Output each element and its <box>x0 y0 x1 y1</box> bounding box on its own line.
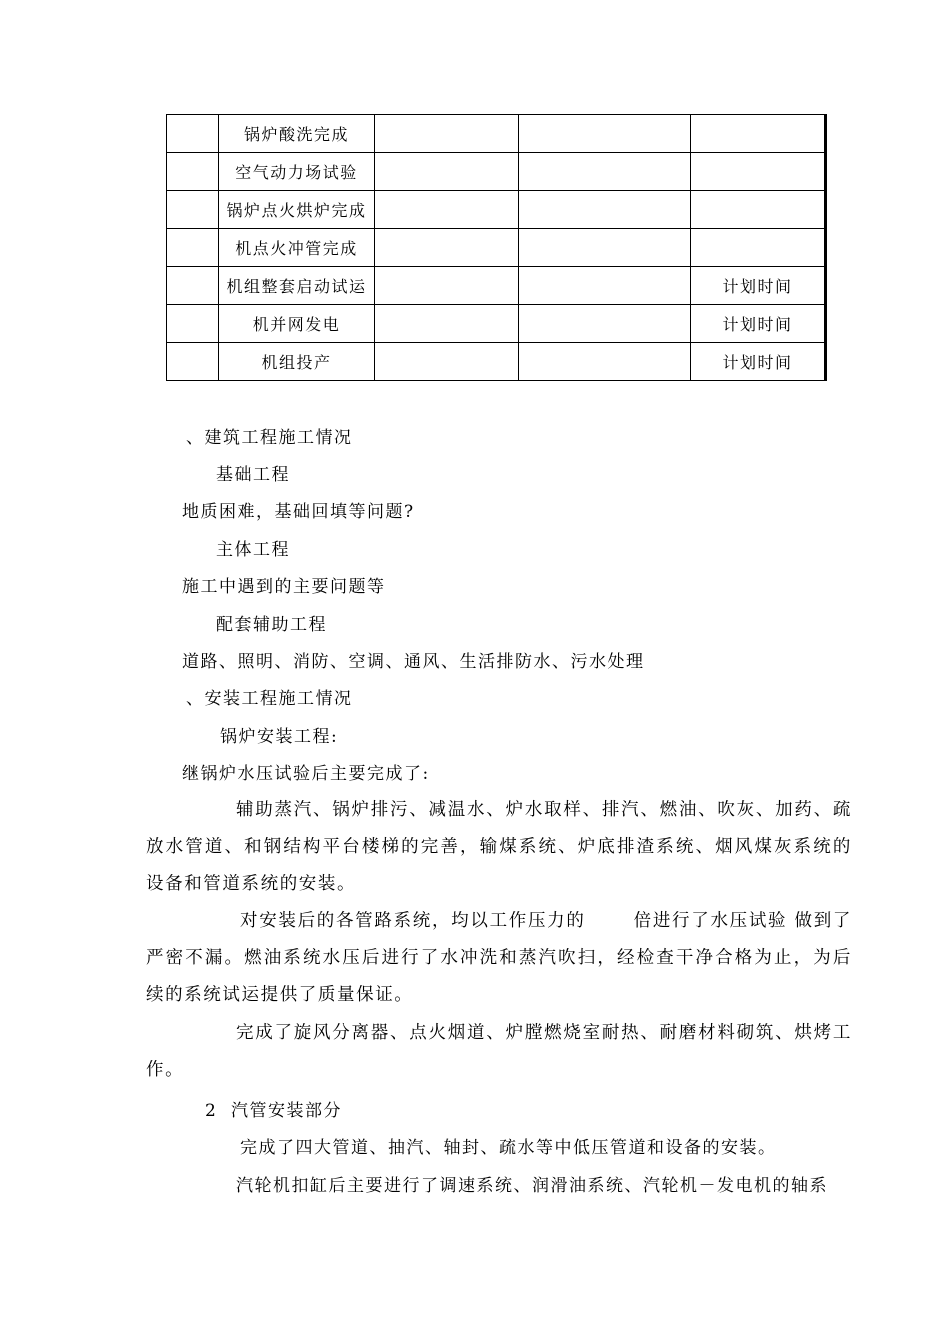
milestone-cell: 锅炉点火烘炉完成 <box>219 191 375 229</box>
note-cell <box>691 153 826 191</box>
pressure-test-part2: 倍进行了水压试验 做到了严密不漏。燃油系统水压后进行了水冲洗和蒸汽吹扫，经检查干净合格为止，为后续的系统试运提供了质量保证。 <box>146 911 852 1005</box>
table-row <box>167 153 826 191</box>
table-cell <box>167 191 219 229</box>
table-cell <box>375 343 519 381</box>
table-cell <box>375 153 519 191</box>
table-cell <box>375 229 519 267</box>
note-cell: 计划时间 <box>691 267 826 305</box>
table-cell <box>375 267 519 305</box>
foundation-text: 地质困难，基础回填等问题? <box>182 502 415 522</box>
paragraph-pressure-test <box>146 903 852 1014</box>
main-structure-text: 施工中遇到的主要问题等 <box>182 577 386 597</box>
table-cell <box>519 343 691 381</box>
table-row <box>167 305 826 343</box>
table-cell <box>167 229 219 267</box>
table-cell <box>519 229 691 267</box>
note-cell <box>691 115 826 153</box>
section-number: 2 <box>205 1101 218 1121</box>
paragraph-piping-completed: 辅助蒸汽、锅炉排污、减温水、炉水取样、排汽、燃油、吹灰、加药、疏放水管道、和钢结构平台楼梯的完善，输煤系统、炉底排渣系统、烟风煤灰系统的设备和管道系统的安装。 <box>146 800 852 894</box>
milestone-cell: 机点火冲管完成 <box>219 229 375 267</box>
milestone-cell: 机并网发电 <box>219 305 375 343</box>
table-cell <box>375 305 519 343</box>
boiler-intro: 继锅炉水压试验后主要完成了: <box>182 764 430 784</box>
table-row <box>167 191 826 229</box>
note-cell <box>691 229 826 267</box>
steam-pipe-text: 完成了四大管道、抽汽、轴封、疏水等中低压管道和设备的安装。 <box>240 1138 777 1158</box>
section-heading-steam-pipe: 汽管安装部分 <box>231 1101 342 1121</box>
table-row <box>167 343 826 381</box>
table-cell <box>519 191 691 229</box>
section-heading-building: 、建筑工程施工情况 <box>186 428 353 448</box>
table-cell <box>519 153 691 191</box>
subheading-auxiliary: 配套辅助工程 <box>216 615 327 635</box>
table-cell <box>167 343 219 381</box>
table-cell <box>167 267 219 305</box>
turbine-text: 汽轮机扣缸后主要进行了调速系统、润滑油系统、汽轮机－发电机的轴系 <box>236 1176 828 1196</box>
milestone-cell: 锅炉酸洗完成 <box>219 115 375 153</box>
milestone-cell: 机组整套启动试运 <box>219 267 375 305</box>
subheading-main-structure: 主体工程 <box>216 540 290 560</box>
table-cell <box>167 305 219 343</box>
milestone-cell: 空气动力场试验 <box>219 153 375 191</box>
note-cell: 计划时间 <box>691 305 826 343</box>
table-row <box>167 229 826 267</box>
subheading-foundation: 基础工程 <box>216 465 290 485</box>
note-cell <box>691 191 826 229</box>
note-cell: 计划时间 <box>691 343 826 381</box>
table-row <box>167 267 826 305</box>
table-cell <box>167 153 219 191</box>
subheading-boiler: 锅炉安装工程: <box>220 727 339 747</box>
table-cell <box>375 191 519 229</box>
schedule-table <box>166 114 827 381</box>
pressure-test-part1: 对安装后的各管路系统，均以工作压力的 <box>240 911 586 931</box>
table-cell <box>375 115 519 153</box>
table-cell <box>167 115 219 153</box>
table-cell <box>519 305 691 343</box>
section-heading-install: 、安装工程施工情况 <box>186 689 353 709</box>
table-cell <box>519 267 691 305</box>
table-row <box>167 115 826 153</box>
milestone-cell: 机组投产 <box>219 343 375 381</box>
auxiliary-text: 道路、照明、消防、空调、通风、生活排防水、污水处理 <box>182 652 645 672</box>
table-cell <box>519 115 691 153</box>
paragraph-refractory: 完成了旋风分离器、点火烟道、炉膛燃烧室耐热、耐磨材料砌筑、烘烤工作。 <box>146 1023 852 1080</box>
